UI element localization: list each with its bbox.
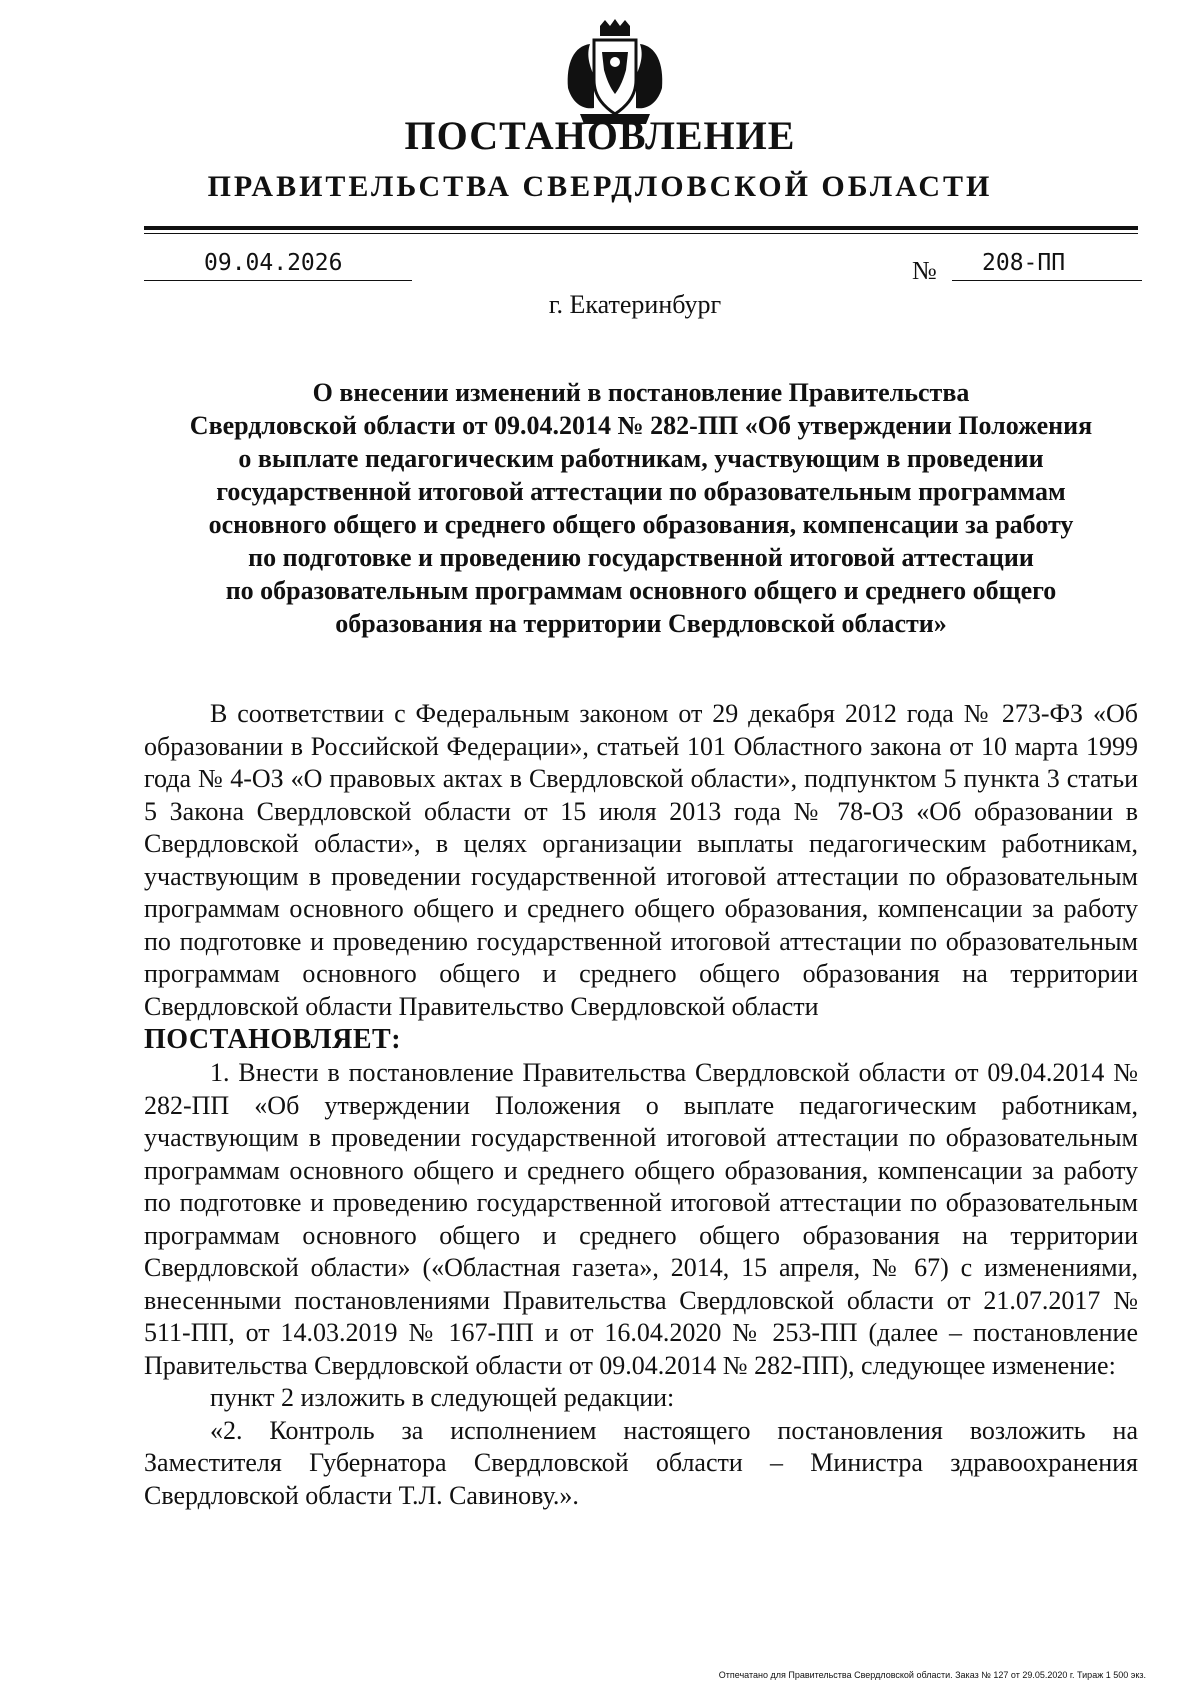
- document-title: [144, 376, 1138, 640]
- preamble-paragraph: В соответствии с Федеральным законом от 29 декабря 2012 года № 273-ФЗ «Об образовании в Российской Федерации», статьей 101 Областного закона от 10 марта 1999 года № 4-ОЗ «О правовых актах в Свердловской области», подпунктом 5 пункта 3 статьи 5 Закона Свердловской области от 15 июля 2013 года № 78-ОЗ «Об образовании в Свердловской области», в целях организации выплаты педагогическим работникам, участвующим в проведении государственной итоговой аттестации по образовательным программам основного общего и среднего общего образования, компенсации за работу по подготовке и проведению государственной итоговой аттестации по образовательным программам основного общего и среднего общего образования на территории Свердловской области Правительство Свердловской области: [144, 699, 1138, 1021]
- title-line: о выплате педагогическим работникам, участвующим в проведении: [238, 444, 1044, 473]
- document-body: [144, 698, 1138, 1512]
- title-line: О внесении изменений в постановление Правительства: [312, 378, 970, 407]
- title-line: по подготовке и проведению государственной итоговой аттестации: [248, 543, 1034, 572]
- header-divider-thin: [144, 233, 1138, 234]
- document-number: 208-ПП: [952, 250, 1142, 281]
- document-type-heading: ПОСТАНОВЛЕНИЕ: [404, 113, 796, 158]
- title-line: Свердловской области от 09.04.2014 № 282-ПП «Об утверждении Положения: [189, 411, 1093, 440]
- item-1-subparagraph: пункт 2 изложить в следующей редакции:: [210, 1383, 675, 1412]
- item-1-paragraph: 1. Внести в постановление Правительства Свердловской области от 09.04.2014 № 282-ПП «Об утверждении Положения о выплате педагогическим работникам, участвующим в проведении государственной итоговой аттестации по образовательным программам основного общего и среднего общего образования, компенсации за работу по подготовке и проведению государственной итоговой аттестации по образовательным программам основного общего и среднего общего образования на территории Свердловской области» («Областная газета», 2014, 15 апреля, № 67) с изменениями, внесенными постановлениями Правительства Свердловской области от 21.07.2017 № 511-ПП, от 14.03.2019 № 167-ПП и от 16.04.2020 № 253-ПП (далее – постановление Правительства Свердловской области от 09.04.2014 № 282-ПП), следующее изменение:: [144, 1058, 1138, 1380]
- title-line: по образовательным программам основного общего и среднего общего: [225, 576, 1057, 605]
- decree-word: ПОСТАНОВЛЯЕТ:: [144, 1024, 402, 1055]
- title-line: государственной итоговой аттестации по образовательным программам: [216, 477, 1066, 506]
- item-1-quote: «2. Контроль за исполнением настоящего постановления возложить на Заместителя Губернатора Свердловской области – Министра здравоохранения Свердловской области Т.Л. Савинову.».: [144, 1415, 1138, 1510]
- issuer-heading: ПРАВИТЕЛЬСТВА СВЕРДЛОВСКОЙ ОБЛАСТИ: [207, 170, 993, 203]
- print-note: Отпечатано для Правительства Свердловской области. Заказ № 127 от 29.05.2020 г. Тираж 1 500 экз.: [718, 1670, 1146, 1680]
- document-city: г. Екатеринбург: [548, 290, 722, 319]
- document-date: 09.04.2026: [144, 250, 412, 281]
- header-divider-thick: [144, 226, 1138, 230]
- title-line: образования на территории Свердловской области»: [335, 609, 947, 638]
- number-sign: №: [912, 256, 937, 285]
- title-line: основного общего и среднего общего образования, компенсации за работу: [208, 510, 1074, 539]
